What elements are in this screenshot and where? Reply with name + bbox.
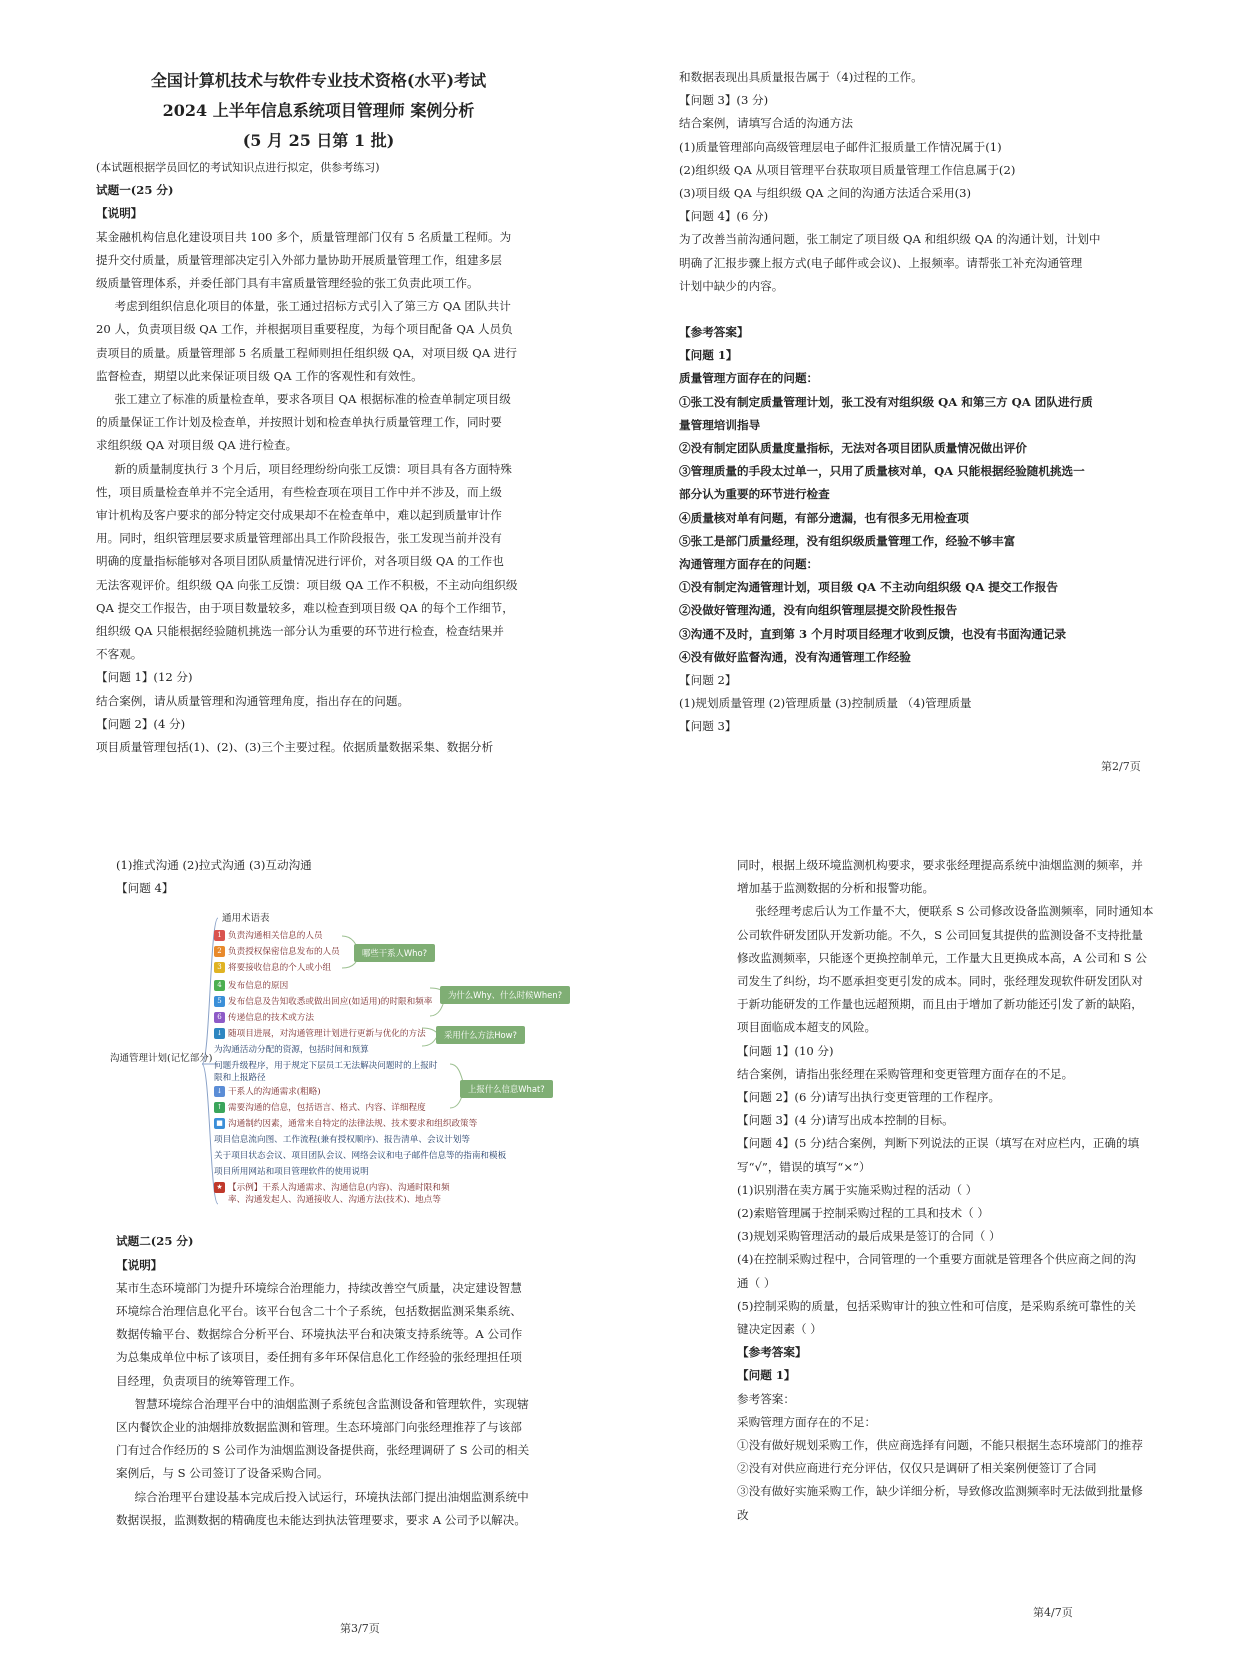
- blue-marker-icon: ■: [214, 1118, 225, 1129]
- answer-line: ①没有做好规划采购工作，供应商选择有问题，不能只根据生态环境部门的推荐: [737, 1438, 1143, 1453]
- shuoming-heading: 【说明】: [116, 1257, 163, 1272]
- mind-map-glossary: 通用术语表: [222, 913, 270, 925]
- answer-line: 质量管理方面存在的问题：: [679, 371, 819, 386]
- text-line: (2)组织级 QA 从项目管理平台获取项目质量管理工作信息属于(2): [679, 162, 1016, 177]
- question-text: 结合案例，请从质量管理和沟通管理角度，指出存在的问题。: [96, 693, 410, 708]
- text-line: 20 人，负责项目级 QA 工作，并根据项目重要程度，为每个项目配备 QA 人员负: [96, 322, 513, 337]
- text-line: 不客观。: [96, 647, 143, 662]
- question-heading: 【问题 2】(4 分): [96, 716, 186, 731]
- exam-title-line-3: (5 月 25 日第 1 批): [242, 131, 395, 150]
- text-line: 同时，根据上级环境监测机构要求，要求张经理提高系统中油烟监测的频率，并: [737, 858, 1143, 872]
- mind-map-item: ■ 沟通制约因素，通常来自特定的法律法规、技术要求和组织政策等: [214, 1118, 477, 1130]
- text-line: QA 提交工作报告，由于项目数量较多，难以检查到项目级 QA 的每个工作细节，: [96, 600, 514, 615]
- question-heading: 【问题 4】(5 分)结合案例，判断下列说法的正误（填写在对应栏内，正确的填: [737, 1136, 1140, 1151]
- page-3: [0, 828, 621, 1656]
- text-line: 结合案例，请填写合适的沟通方法: [679, 116, 853, 131]
- up-arrow-icon: ↑: [214, 1102, 225, 1113]
- answer-heading: 【参考答案】: [737, 1345, 807, 1360]
- text-line: 组织级 QA 只能根据经验随机挑选一部分认为重要的环节进行检查，检查结果并: [96, 624, 504, 639]
- text-line: (5)控制采购的质量，包括采购审计的独立性和可信度，是采购系统可靠性的关: [737, 1298, 1137, 1313]
- section-heading: 试题一(25 分): [96, 183, 174, 198]
- answer-line: 【问题 1】: [679, 348, 738, 363]
- text-line: (1)推式沟通 (2)拉式沟通 (3)互动沟通: [116, 858, 312, 872]
- page-4: [621, 828, 1242, 1656]
- text-line: 审计机构及客户要求的部分特定交付成果却不在检查单中，难以起到质量审计作: [96, 508, 502, 523]
- answer-line: ④质量核对单有问题，有部分遗漏，也有很多无用检查项: [679, 510, 969, 525]
- text-line: 责项目的质量。质量管理部 5 名质量工程师则担任组织级 QA，对项目级 QA 进行: [96, 345, 517, 360]
- answer-line: ④没有做好监督沟通，没有沟通管理工作经验: [679, 649, 911, 664]
- question-heading: 【问题 4】(6 分): [679, 209, 769, 224]
- mind-map-item: ★ 【示例】干系人沟通需求、沟通信息(内容)、沟通时限和频率、沟通发起人、沟通接收人、沟通方法(技术)、地点等: [214, 1182, 452, 1206]
- answer-line: 改: [737, 1507, 749, 1522]
- answer-line: ②没有对供应商进行充分评估，仅仅只是调研了相关案例便签订了合同: [737, 1461, 1097, 1476]
- exam-title-line-2: 2024 上半年信息系统项目管理师 案例分析: [162, 101, 475, 120]
- text-line: 张工建立了标准的质量检查单，要求各项目 QA 根据标准的检查单制定项目级: [114, 392, 511, 407]
- text-line: 某金融机构信息化建设项目共 100 多个，质量管理部门仅有 5 名质量工程师。为: [96, 229, 512, 244]
- text-line: 级质量管理体系，并委任部门具有丰富质量管理经验的张工负责此项工作。: [96, 276, 479, 291]
- page-number: 第4/7页: [1033, 1606, 1073, 1619]
- red-marker-icon: 1: [214, 930, 225, 941]
- question-heading: 【问题 1】(12 分): [96, 670, 193, 685]
- text-line: 无法客观评价。组织级 QA 向张工反馈：项目级 QA 工作不积极，不主动向组织级: [96, 577, 518, 592]
- question-heading: 【问题 3】(4 分)请写出成本控制的目标。: [737, 1113, 954, 1128]
- text-line: 和数据表现出具质量报告属于（4)过程的工作。: [679, 70, 923, 84]
- answer-heading: 【参考答案】: [679, 325, 749, 340]
- question-heading: 【问题 1】(10 分): [737, 1043, 834, 1058]
- text-line: 智慧环境综合治理平台中的油烟监测子系统包含监测设备和管理软件，实现辖: [134, 1396, 529, 1411]
- text-line: (1)识别潜在卖方属于实施采购过程的活动（ ）: [737, 1182, 978, 1197]
- text-line: 门有过合作经历的 S 公司作为油烟监测设备提供商，张经理调研了 S 公司的相关: [116, 1443, 530, 1458]
- text-line: 数据传输平台、数据综合分析平台、环境执法平台和决策支持系统等。A 公司作: [116, 1327, 523, 1342]
- text-line: 于新功能研发的工作量也远超预期，而且由于增加了新功能还引发了新的缺陷，: [737, 997, 1143, 1012]
- page-number: 第3/7页: [340, 1622, 380, 1635]
- text-line: 目经理，负责项目的统筹管理工作。: [116, 1373, 302, 1388]
- text-line: (1)质量管理部向高级管理层电子邮件汇报质量工作情况属于(1): [679, 139, 1002, 154]
- mind-map-bubble: 哪些干系人Who?: [354, 944, 435, 962]
- answer-line: ②没有制定团队质量度量指标，无法对各项目团队质量情况做出评价: [679, 441, 1027, 456]
- star-icon: ★: [214, 1182, 225, 1193]
- text-line: 监督检查，期望以此来保证项目级 QA 工作的客观性和有效性。: [96, 368, 423, 383]
- question-text: 项目质量管理包括(1)、(2)、(3)三个主要过程。依据质量数据采集、数据分析: [96, 740, 494, 755]
- page-1: [0, 0, 621, 828]
- text-line: 用。同时，组织管理层要求质量管理部出具工作阶段报告，张工发现当前并没有: [96, 531, 502, 546]
- down-arrow-icon: ↓: [214, 1028, 225, 1039]
- page-2: [621, 0, 1242, 828]
- mind-map-item: 1 负责沟通相关信息的人员: [214, 930, 323, 942]
- answer-line: ①没有制定沟通管理计划，项目级 QA 不主动向组织级 QA 提交工作报告: [679, 580, 1058, 595]
- shuoming-heading: 【说明】: [96, 206, 143, 221]
- text-line: 为了改善当前沟通问题，张工制定了项目级 QA 和组织级 QA 的沟通计划，计划中: [679, 232, 1101, 247]
- section-heading: 试题二(25 分): [116, 1234, 194, 1249]
- mind-map-root: 沟通管理计划(记忆部分): [110, 1053, 213, 1065]
- text-line: 张经理考虑后认为工作量不大，便联系 S 公司修改设备监测频率，同时通知本: [755, 904, 1154, 919]
- answer-line: ③沟通不及时，直到第 3 个月时项目经理才收到反馈，也没有书面沟通记录: [679, 626, 1067, 641]
- text-line: 新的质量制度执行 3 个月后，项目经理纷纷向张工反馈：项目具有各方面特殊: [114, 461, 512, 476]
- mind-map-item: 关于项目状态会议、项目团队会议、网络会议和电子邮件信息等的指南和模板: [214, 1151, 507, 1162]
- answer-line: 采购管理方面存在的不足：: [737, 1414, 877, 1429]
- text-line: 环境综合治理信息化平台。该平台包含二十个子系统，包括数据监测采集系统、: [116, 1304, 522, 1319]
- mind-map-item: 项目所用网站和项目管理软件的使用说明: [214, 1167, 369, 1178]
- answer-line: 【问题 1】: [737, 1368, 796, 1383]
- answer-line: (1)规划质量管理 (2)管理质量 (3)控制质量 （4)管理质量: [679, 696, 972, 711]
- mind-map-item: 6 传递信息的技术或方法: [214, 1012, 314, 1024]
- text-line: 区内餐饮企业的油烟排放数据监测和管理。生态环境部门向张经理推荐了与该部: [116, 1420, 522, 1435]
- text-line: 写“√”，错误的填写“×”）: [737, 1159, 871, 1174]
- text-line: 结合案例，请指出张经理在采购管理和变更管理方面存在的不足。: [737, 1066, 1074, 1081]
- text-line: 数据误报，监测数据的精确度也未能达到执法管理要求，要求 A 公司予以解决。: [116, 1512, 526, 1527]
- text-line: 增加基于监测数据的分析和报警功能。: [737, 881, 935, 896]
- blue-marker-icon: 5: [214, 996, 225, 1007]
- question-heading: 【问题 3】(3 分): [679, 93, 769, 108]
- page-number: 第2/7页: [1101, 760, 1141, 773]
- text-line: 考虑到组织信息化项目的体量，张工通过招标方式引入了第三方 QA 团队共计: [114, 299, 511, 314]
- text-line: 键决定因素（ ）: [737, 1322, 822, 1337]
- text-line: 求组织级 QA 对项目级 QA 进行检查。: [96, 438, 298, 453]
- mind-map-bubble: 为什么Why、什么时候When?: [440, 986, 570, 1004]
- answer-line: ②没做好管理沟通，没有向组织管理层提交阶段性报告: [679, 603, 958, 618]
- answer-line: ③没有做好实施采购工作，缺少详细分析，导致修改监测频率时无法做到批量修: [737, 1484, 1143, 1499]
- answer-line: 沟通管理方面存在的问题：: [679, 557, 819, 572]
- mind-map-bubble: 采用什么方法How?: [436, 1026, 525, 1044]
- mind-map-item: 问题升级程序，用于规定下层员工无法解决问题时的上报时限和上报路径: [214, 1061, 438, 1084]
- mind-map-item: 3 将要接收信息的个人或小组: [214, 962, 331, 974]
- text-line: 修改监测频率，只能逐个更换控制单元，工作量大且更换成本高，A 公司和 S 公: [737, 950, 1147, 965]
- mind-map-bubble: 上报什么信息What?: [460, 1080, 553, 1098]
- text-line: (3)规划采购管理活动的最后成果是签订的合同（ ）: [737, 1229, 1001, 1244]
- question-heading: 【问题 2】(6 分)请写出执行变更管理的工作程序。: [737, 1090, 1001, 1105]
- text-line: 性，项目质量检查单并不完全适用，有些检查项在项目工作中并不涉及，而上级: [96, 484, 502, 499]
- answer-line: ①张工没有制定质量管理计划，张工没有对组织级 QA 和第三方 QA 团队进行质: [679, 394, 1093, 409]
- text-line: 综合治理平台建设基本完成后投入试运行，环境执法部门提出油烟监测系统中: [134, 1489, 529, 1504]
- text-line: (3)项目级 QA 与组织级 QA 之间的沟通方法适合采用(3): [679, 186, 972, 201]
- answer-line: ⑤张工是部门质量经理，没有组织级质量管理工作，经验不够丰富: [679, 533, 1016, 548]
- text-line: 明确了汇报步骤上报方式(电子邮件或会议)、上报频率。请帮张工补充沟通管理: [679, 255, 1083, 270]
- text-line: 通（ ）: [737, 1275, 776, 1290]
- text-line: 案例后，与 S 公司签订了设备采购合同。: [116, 1466, 329, 1481]
- mind-map-item: 2 负责授权保密信息发布的人员: [214, 946, 340, 958]
- text-line: (2)索赔管理属于控制采购过程的工具和技术（ ）: [737, 1206, 989, 1221]
- answer-line: 【问题 3】: [679, 719, 737, 734]
- mind-map-item: 项目信息流向图、工作流程(兼有授权顺序)、报告清单、会议计划等: [214, 1135, 470, 1146]
- text-line: 计划中缺少的内容。: [679, 278, 784, 293]
- text-line: 提升交付质量，质量管理部决定引入外部力量协助开展质量管理工作，组建多层: [96, 252, 502, 267]
- exam-title-line-1: 全国计算机技术与软件专业技术资格(水平)考试: [150, 71, 487, 90]
- answer-line: 【问题 2】: [679, 673, 737, 688]
- mind-map: [110, 906, 590, 1212]
- text-line: 为总集成单位中标了该项目，委任拥有多年环保信息化工作经验的张经理担任项: [116, 1350, 522, 1365]
- mind-map-item: ↓ 随项目进展，对沟通管理计划进行更新与优化的方法: [214, 1028, 426, 1040]
- text-line: 司发生了纠纷，均不愿承担变更引发的成本。同时，张经理发现软件研发团队对: [737, 974, 1143, 989]
- text-line: 明确的度量指标能够对各项目团队质量情况进行评价，对各项目级 QA 的工作也: [96, 554, 504, 569]
- exam-note: (本试题根据学员回忆的考试知识点进行拟定，供参考练习): [96, 161, 380, 174]
- answer-line: 部分认为重要的环节进行检查: [679, 487, 830, 502]
- purple-marker-icon: 6: [214, 1012, 225, 1023]
- yellow-marker-icon: 3: [214, 962, 225, 973]
- text-line: 项目面临成本超支的风险。: [737, 1020, 877, 1035]
- text-line: (4)在控制采购过程中，合同管理的一个重要方面就是管理各个供应商之间的沟: [737, 1252, 1137, 1267]
- mind-map-item: ↓ 干系人的沟通需求(粗略): [214, 1086, 321, 1098]
- orange-marker-icon: 2: [214, 946, 225, 957]
- answer-line: 量管理培训指导: [679, 417, 761, 432]
- text-line: 的质量保证工作计划及检查单，并按照计划和检查单执行质量管理工作，同时要: [96, 415, 502, 430]
- text-line: 某市生态环境部门为提升环境综合治理能力，持续改善空气质量，决定建设智慧: [116, 1280, 522, 1295]
- text-line: 公司软件研发团队开发新功能。不久，S 公司回复其提供的监测设备不支持批量: [737, 927, 1143, 942]
- mind-map-item: 5 发布信息及告知收悉或做出回应(如适用)的时限和频率: [214, 996, 432, 1008]
- question-heading: 【问题 4】: [116, 881, 174, 896]
- mind-map-item: 4 发布信息的原因: [214, 980, 288, 992]
- answer-line: ③管理质量的手段太过单一，只用了质量核对单，QA 只能根据经验随机挑选一: [679, 464, 1085, 479]
- down-arrow-icon: ↓: [214, 1086, 225, 1097]
- answer-line: 参考答案：: [737, 1391, 795, 1406]
- mind-map-item: ↑ 需要沟通的信息，包括语言、格式、内容、详细程度: [214, 1102, 426, 1114]
- mind-map-item: 为沟通活动分配的资源，包括时间和预算: [214, 1045, 369, 1056]
- green-marker-icon: 4: [214, 980, 225, 991]
